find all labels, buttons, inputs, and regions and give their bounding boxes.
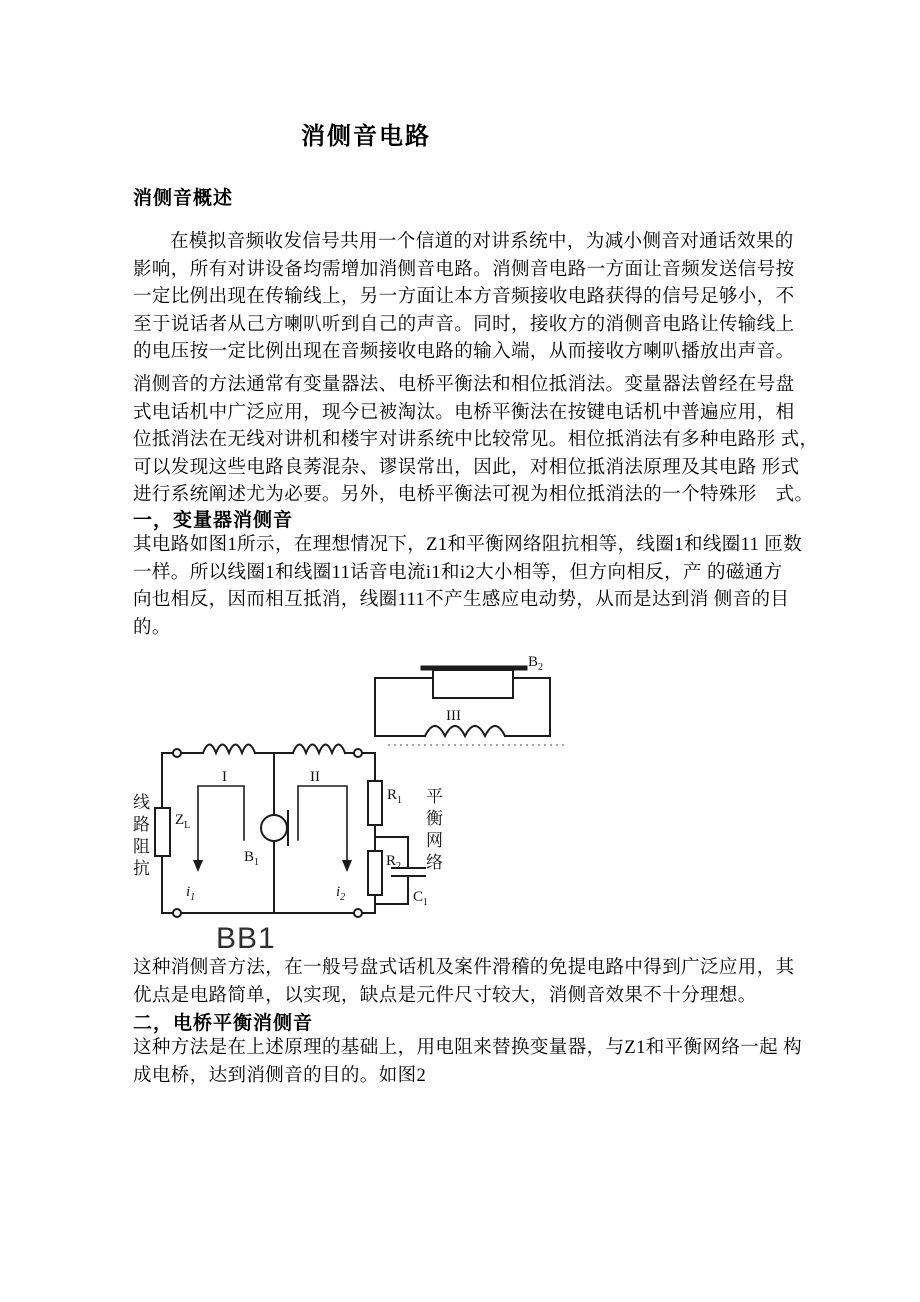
- text-line: 可以发现这些电路良莠混杂、谬误常出，因此，对相位抵消法原理及其电路 形式: [133, 457, 800, 478]
- label-line-impedance: 线路阻抗: [130, 793, 149, 881]
- label-R1: $R_1$: [387, 787, 403, 806]
- text-line: 其电路如图1所示，在理想情况下，Z1和平衡网络阻抗相等，线圈1和线圈11 匝数: [133, 535, 803, 555]
- microphone-B1-icon: [261, 815, 287, 841]
- text-line: 式电话机中广泛应用，现今已被淘汰。电桥平衡法在按键电话机中普遍应用，相: [133, 402, 795, 423]
- text-line: 至于说话者从己方喇叭听到自己的声音。同时，接收方的消侧音电路让传输线上: [133, 314, 795, 335]
- paragraph-bridge-method: [133, 1035, 833, 1090]
- coil-II-icon: [293, 745, 345, 754]
- label-i1: $i_1$: [186, 884, 196, 903]
- receiver-loop: [375, 654, 567, 745]
- text-line: 的电压按一定比例出现在音频接收电路的输入端，从而接收方喇叭播放出声音。: [133, 342, 795, 362]
- text-line: 位抵消法在无线对讲机和楼宇对讲系统中比较常见。相位抵消法有多种电路形 式，: [133, 430, 819, 450]
- text-line: 一样。所以线圈1和线圈11话音电流i1和i2大小相等，但方向相反，产 的磁通方: [133, 562, 783, 583]
- label-coil-II: II: [310, 769, 320, 785]
- paragraph-transformer-method: [133, 532, 833, 642]
- text-line: 一定比例出现在传输线上，另一方面让本方音频接收电路获得的信号足够小，不: [133, 287, 795, 307]
- text-line: 成电桥，达到消侧音的目的。如图2: [133, 1065, 427, 1086]
- circuit-diagram: [130, 648, 600, 968]
- label-ZL: $Z_L$: [175, 812, 191, 831]
- impedance-ZL-icon: [155, 808, 170, 856]
- text-line: 这种方法是在上述原理的基础上，用电阻来替换变量器，与Z1和平衡网络一起 构: [133, 1038, 802, 1058]
- coil-I-icon: [203, 745, 255, 754]
- text-line: 优点是电路简单，以实现，缺点是元件尺寸较大，消侧音效果不十分理想。: [133, 985, 757, 1006]
- label-R2: $R_2$: [386, 853, 402, 872]
- text-line: 这种消侧音方法，在一般号盘式话机及案件滑稽的免提电路中得到广泛应用，其: [133, 958, 795, 978]
- heading-section-2: 二，电桥平衡消侧音: [133, 1013, 314, 1034]
- main-circuit: [155, 745, 428, 918]
- text-line: 进行系统阐述尤为必要。另外，电桥平衡法可视为相位抵消法的一个特殊形 式。: [133, 485, 814, 505]
- heading-overview: 消侧音概述: [133, 188, 234, 209]
- heading-section-1: 一，变量器消侧音: [133, 510, 294, 531]
- terminal-icon: [173, 749, 181, 757]
- terminal-icon: [354, 749, 362, 757]
- circuit-figure: [130, 648, 600, 968]
- text-line: 影响，所有对讲设备均需增加消侧音电路。消侧音电路一方面让音频发送信号按: [133, 259, 795, 280]
- terminal-icon: [173, 909, 181, 917]
- text-line: 在模拟音频收发信号共用一个信道的对讲系统中，为减小侧音对通话效果的: [170, 232, 794, 252]
- label-B1: $B_1$: [244, 849, 260, 868]
- receiver-B2-body-icon: [433, 670, 513, 698]
- coil-III-icon: [425, 726, 505, 736]
- current-loop-i2-icon: [298, 786, 347, 862]
- page-title: 消侧音电路: [301, 124, 431, 150]
- paragraph-methods: [133, 372, 833, 510]
- resistor-R1-icon: [368, 781, 382, 825]
- label-coil-III: III: [446, 708, 461, 724]
- figure-caption: BB1: [216, 922, 276, 955]
- label-balance-network: 平衡网络: [423, 787, 442, 875]
- text-line: 的。: [133, 617, 171, 638]
- label-i2: $i_2$: [336, 884, 346, 903]
- label-B2: $B_2$: [528, 654, 544, 673]
- resistor-R2-icon: [368, 851, 382, 895]
- label-C1: $C_1$: [413, 889, 429, 908]
- paragraph-intro: [133, 229, 833, 367]
- paragraph-transformer-summary: [133, 955, 833, 1010]
- terminal-icon: [354, 909, 362, 917]
- text-line: 向也相反，因而相互抵消，线圈111不产生感应电动势，从而是达到消 侧音的目: [133, 590, 790, 610]
- text-line: 消侧音的方法通常有变量器法、电桥平衡法和相位抵消法。变量器法曾经在号盘: [133, 375, 795, 395]
- current-loop-i1-icon: [198, 786, 244, 862]
- label-coil-I: I: [222, 769, 227, 785]
